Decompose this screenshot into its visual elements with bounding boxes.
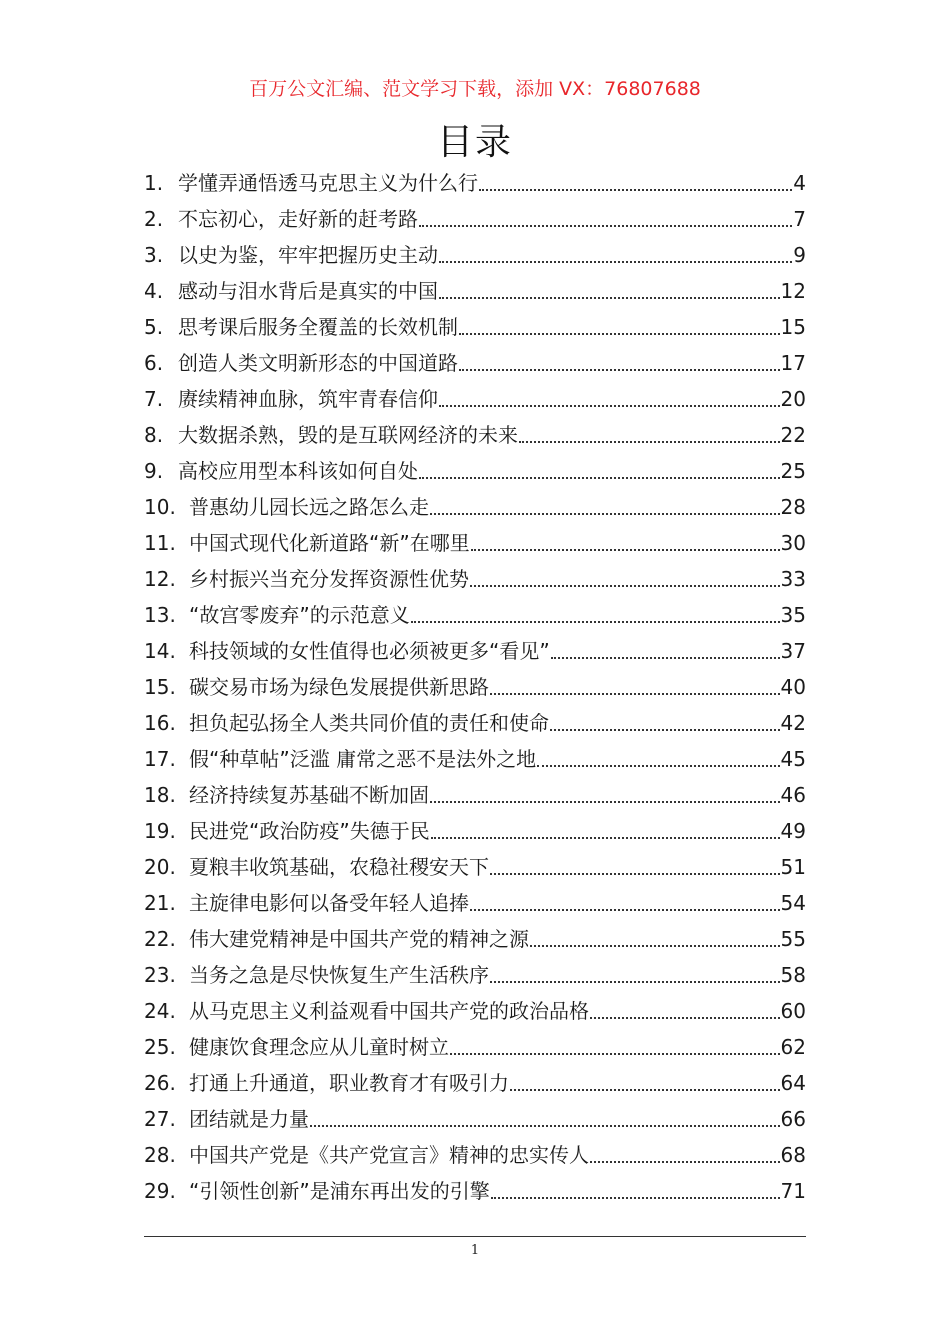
toc-entry-title: 伟大建党精神是中国共产党的精神之源 (189, 927, 529, 951)
toc-entry-number: 28. (144, 1143, 176, 1167)
toc-entry-number: 18. (144, 783, 176, 807)
toc-entry-title: 高校应用型本科该如何自处 (178, 459, 418, 483)
toc-entry-page: 62 (780, 1035, 806, 1059)
toc-dot-leader (439, 261, 792, 263)
toc-entry-number: 14. (144, 639, 176, 663)
toc-entry-page: 49 (780, 819, 806, 843)
toc-dot-leader (479, 189, 792, 191)
toc-entry-number: 26. (144, 1071, 176, 1095)
toc-dot-leader (459, 369, 780, 371)
toc-entry-title: 健康饮食理念应从儿童时树立 (189, 1035, 449, 1059)
toc-dot-leader (530, 945, 780, 947)
toc-dot-leader (439, 405, 780, 407)
toc-entry-title: 以史为鉴，牢牢把握历史主动 (178, 243, 438, 267)
toc-entry-number: 22. (144, 927, 176, 951)
toc-entry-page: 35 (780, 603, 806, 627)
toc-entry[interactable] (144, 1065, 806, 1101)
toc-entry-title: 经济持续复苏基础不断加固 (189, 783, 429, 807)
toc-entry-number: 5. (144, 315, 164, 339)
toc-entry-page: 33 (780, 567, 806, 591)
toc-entry-number: 21. (144, 891, 176, 915)
toc-entry-title: 夏粮丰收筑基础，农稳社稷安天下 (189, 855, 489, 879)
toc-entry-page: 42 (780, 711, 806, 735)
page-number: 1 (470, 1243, 480, 1258)
toc-dot-leader (439, 297, 780, 299)
toc-entry-number: 11. (144, 531, 176, 555)
toc-entry-title: 民进党“政治防疫”失德于民 (189, 819, 430, 843)
toc-entry-title: 感动与泪水背后是真实的中国 (178, 279, 438, 303)
toc-entry-title: 普惠幼儿园长远之路怎么走 (189, 495, 429, 519)
toc-dot-leader (411, 621, 780, 623)
toc-entry-page: 66 (780, 1107, 806, 1131)
toc-entry-number: 19. (144, 819, 176, 843)
toc-entry[interactable] (144, 849, 806, 885)
toc-dot-leader (459, 333, 780, 335)
toc-entry[interactable] (144, 417, 806, 453)
toc-entry-page: 54 (780, 891, 806, 915)
toc-entry-title: 打通上升通道，职业教育才有吸引力 (189, 1071, 509, 1095)
toc-entry-page: 58 (780, 963, 806, 987)
toc-entry-title: 担负起弘扬全人类共同价值的责任和使命 (189, 711, 549, 735)
toc-entry[interactable] (144, 705, 806, 741)
toc-entry-title: 中国共产党是《共产党宣言》精神的忠实传人 (189, 1143, 589, 1167)
toc-entry[interactable] (144, 741, 806, 777)
toc-entry[interactable] (144, 237, 806, 273)
toc-dot-leader (537, 765, 779, 767)
toc-entry-number: 29. (144, 1179, 176, 1203)
toc-entry-number: 13. (144, 603, 176, 627)
toc-entry-number: 2. (144, 207, 164, 231)
toc-entry-page: 15 (780, 315, 806, 339)
toc-entry-number: 6. (144, 351, 164, 375)
toc-dot-leader (471, 549, 780, 551)
toc-title: 目录 (436, 122, 513, 163)
toc-entry[interactable] (144, 957, 806, 993)
footer-rule (144, 1236, 806, 1237)
toc-entry-page: 40 (780, 675, 806, 699)
toc-entry[interactable] (144, 201, 806, 237)
toc-entry-title: 大数据杀熟，毁的是互联网经济的未来 (178, 423, 518, 447)
toc-entry-page: 9 (793, 243, 806, 267)
toc-dot-leader (470, 585, 780, 587)
toc-entry-number: 24. (144, 999, 176, 1023)
toc-dot-leader (510, 1089, 780, 1091)
header-note: 百万公文汇编、范文学习下载，添加 VX：76807688 (249, 78, 701, 100)
toc-entry[interactable] (144, 309, 806, 345)
toc-dot-leader (590, 1161, 780, 1163)
toc-entry-page: 22 (780, 423, 806, 447)
toc-entry[interactable] (144, 525, 806, 561)
toc-entry-number: 8. (144, 423, 164, 447)
toc-entry-page: 7 (793, 207, 806, 231)
toc-entry-title: “引领性创新”是浦东再出发的引擎 (189, 1179, 490, 1203)
toc-entry-page: 71 (780, 1179, 806, 1203)
toc-dot-leader (419, 225, 792, 227)
toc-dot-leader (490, 873, 780, 875)
toc-dot-leader (550, 729, 780, 731)
toc-entry-title: 假“种草帖”泛滥 庸常之恶不是法外之地 (189, 747, 537, 771)
toc-entry-page: 28 (780, 495, 806, 519)
toc-dot-leader (419, 477, 780, 479)
toc-dot-leader (490, 981, 780, 983)
toc-entry-page: 30 (780, 531, 806, 555)
toc-entry-number: 4. (144, 279, 164, 303)
toc-entry-page: 37 (780, 639, 806, 663)
toc-entry[interactable] (144, 381, 806, 417)
toc-dot-leader (491, 1197, 780, 1199)
toc-entry[interactable] (144, 777, 806, 813)
toc-entry[interactable] (144, 921, 806, 957)
toc-entry-number: 10. (144, 495, 176, 519)
toc-entry-number: 12. (144, 567, 176, 591)
toc-entry-number: 25. (144, 1035, 176, 1059)
toc-entry-title: 思考课后服务全覆盖的长效机制 (178, 315, 458, 339)
toc-entry-title: “故宫零废弃”的示范意义 (189, 603, 410, 627)
toc-entry-page: 25 (780, 459, 806, 483)
toc-dot-leader (310, 1125, 780, 1127)
toc-entry-number: 3. (144, 243, 164, 267)
toc-entry[interactable] (144, 1137, 806, 1173)
toc-entry-page: 17 (780, 351, 806, 375)
toc-entry-number: 23. (144, 963, 176, 987)
toc-entry[interactable] (144, 1029, 806, 1065)
toc-entry-title: 团结就是力量 (189, 1107, 309, 1131)
toc-entry-title: 创造人类文明新形态的中国道路 (178, 351, 458, 375)
toc-entry[interactable] (144, 273, 806, 309)
toc-entry-title: 乡村振兴当充分发挥资源性优势 (189, 567, 469, 591)
toc-entry[interactable] (144, 885, 806, 921)
toc-entry-page: 64 (780, 1071, 806, 1095)
toc-list (144, 165, 806, 1209)
toc-entry-title: 当务之急是尽快恢复生产生活秩序 (189, 963, 489, 987)
toc-entry-title: 科技领域的女性值得也必须被更多“看见” (189, 639, 550, 663)
toc-entry[interactable] (144, 669, 806, 705)
toc-entry-number: 20. (144, 855, 176, 879)
toc-dot-leader (590, 1017, 780, 1019)
toc-dot-leader (450, 1053, 780, 1055)
toc-dot-leader (551, 657, 780, 659)
toc-entry-number: 27. (144, 1107, 176, 1131)
toc-dot-leader (430, 801, 780, 803)
toc-entry[interactable] (144, 1101, 806, 1137)
toc-entry[interactable] (144, 633, 806, 669)
toc-entry[interactable] (144, 993, 806, 1029)
toc-entry-title: 从马克思主义利益观看中国共产党的政治品格 (189, 999, 589, 1023)
toc-dot-leader (431, 837, 780, 839)
toc-entry-page: 51 (780, 855, 806, 879)
toc-entry-number: 9. (144, 459, 164, 483)
toc-entry-page: 12 (780, 279, 806, 303)
toc-entry-title: 不忘初心，走好新的赶考路 (178, 207, 418, 231)
toc-entry-title: 碳交易市场为绿色发展提供新思路 (189, 675, 489, 699)
toc-entry-page: 20 (780, 387, 806, 411)
toc-entry-page: 45 (780, 747, 806, 771)
toc-dot-leader (470, 909, 780, 911)
toc-entry[interactable] (144, 561, 806, 597)
toc-entry-page: 46 (780, 783, 806, 807)
toc-entry-number: 16. (144, 711, 176, 735)
toc-entry[interactable] (144, 489, 806, 525)
toc-entry-number: 17. (144, 747, 176, 771)
toc-entry[interactable] (144, 813, 806, 849)
toc-entry[interactable] (144, 165, 806, 201)
toc-entry-page: 60 (780, 999, 806, 1023)
toc-dot-leader (490, 693, 780, 695)
toc-entry-page: 55 (780, 927, 806, 951)
toc-entry-title: 赓续精神血脉，筑牢青春信仰 (178, 387, 438, 411)
toc-entry-title: 学懂弄通悟透马克思主义为什么行 (178, 171, 478, 195)
toc-entry[interactable] (144, 597, 806, 633)
toc-entry-page: 4 (793, 171, 806, 195)
toc-entry-title: 中国式现代化新道路“新”在哪里 (189, 531, 470, 555)
toc-entry[interactable] (144, 453, 806, 489)
toc-dot-leader (430, 513, 780, 515)
toc-entry[interactable] (144, 345, 806, 381)
toc-entry-number: 7. (144, 387, 164, 411)
toc-entry-title: 主旋律电影何以备受年轻人追捧 (189, 891, 469, 915)
toc-entry-number: 15. (144, 675, 176, 699)
toc-entry-page: 68 (780, 1143, 806, 1167)
toc-dot-leader (519, 441, 780, 443)
toc-entry-number: 1. (144, 171, 164, 195)
toc-entry[interactable] (144, 1173, 806, 1209)
